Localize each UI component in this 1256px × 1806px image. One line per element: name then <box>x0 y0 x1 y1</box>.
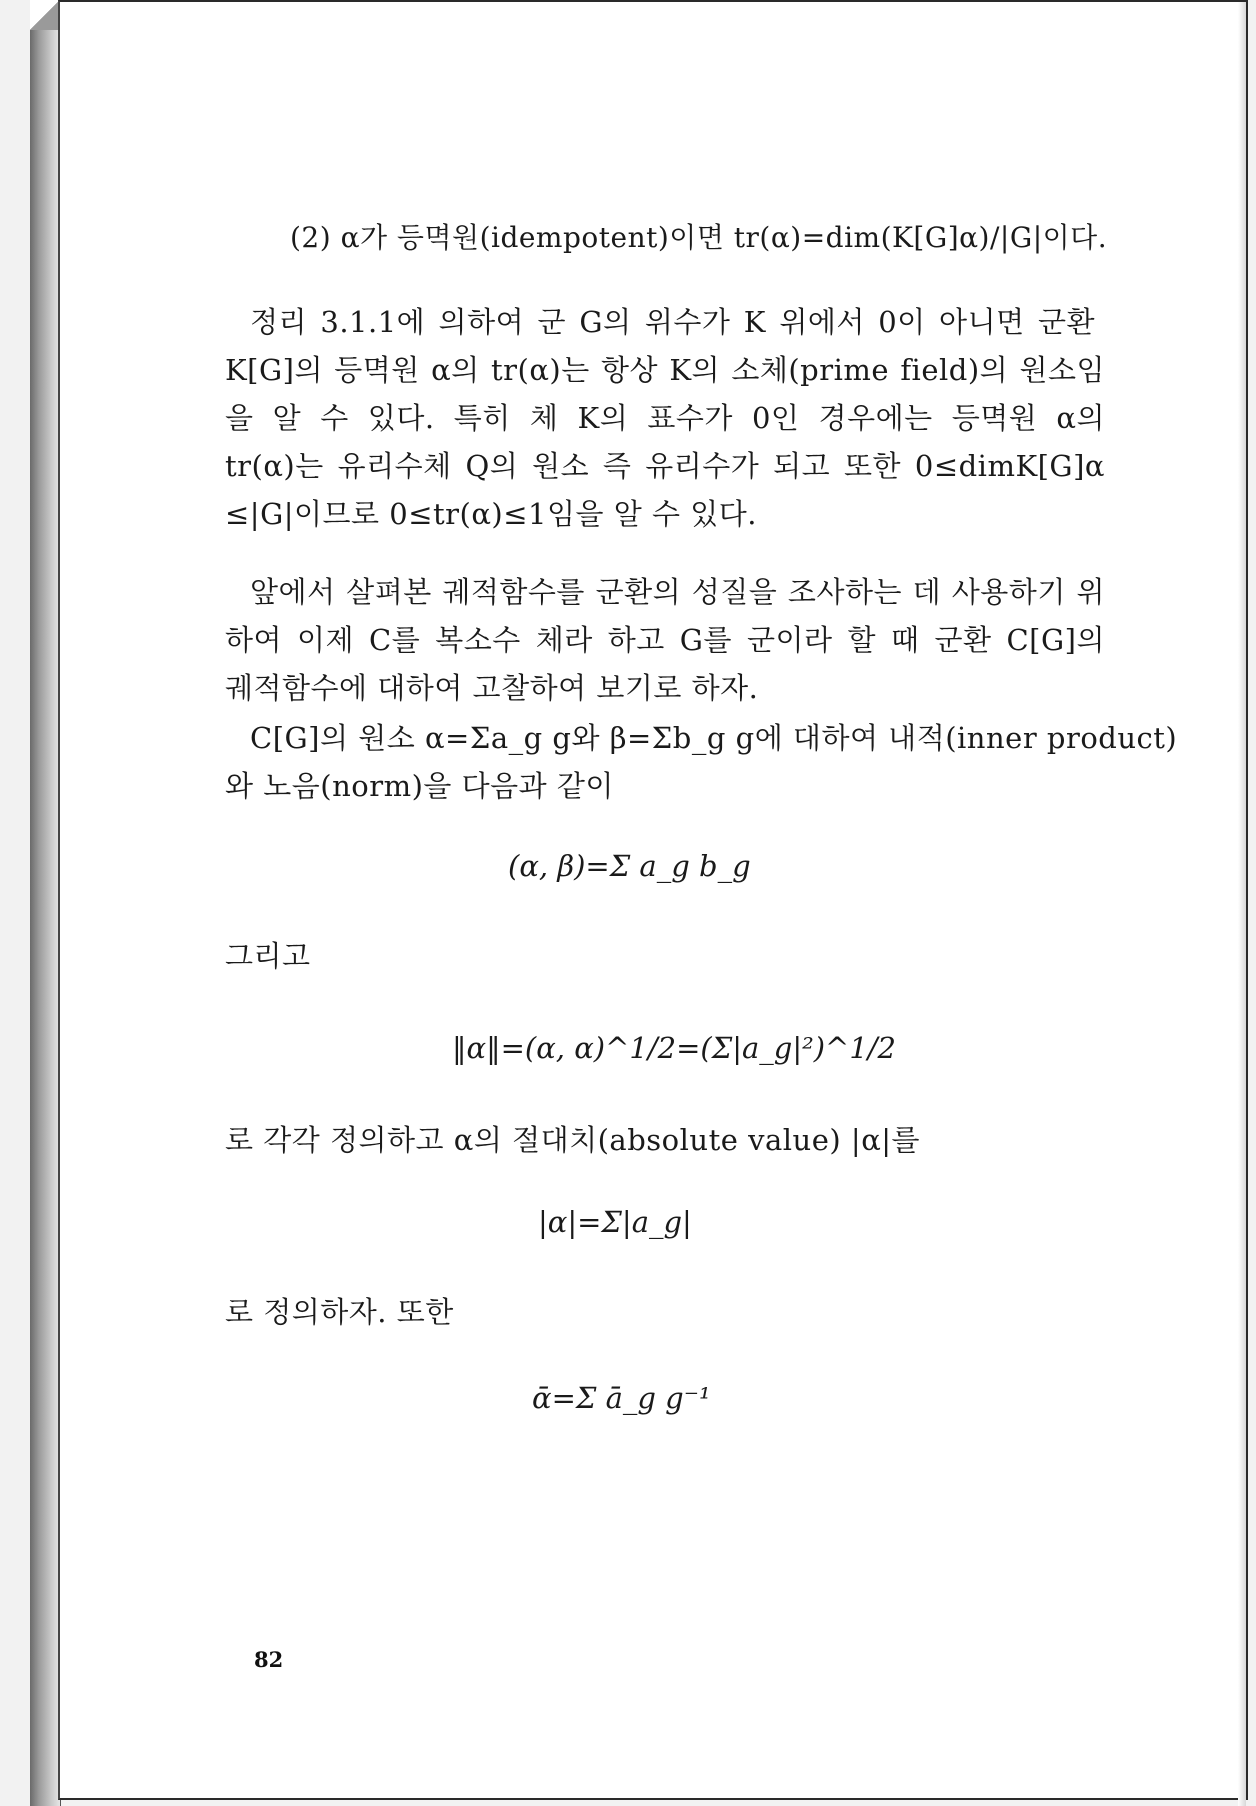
para1-line1: 정리 3.1.1에 의하여 군 G의 위수가 K 위에서 0이 아니면 군환 <box>250 305 1095 339</box>
equation-inner-product: (α, β)=Σ a_g b_g <box>508 849 751 883</box>
para1-line5: ≤|G|이므로 0≤tr(α)≤1임을 알 수 있다. <box>225 497 757 531</box>
page-number: 82 <box>254 1647 284 1672</box>
page-spine <box>30 0 61 1806</box>
para3-line1: C[G]의 원소 α=Σa_g g와 β=Σb_g g에 대하여 내적(inner product) <box>250 721 1178 755</box>
item-2-statement: (2) α가 등멱원(idempotent)이면 tr(α)=dim(K[G]α)/|G|이다. <box>290 221 1108 254</box>
page-edge-shadow <box>1238 2 1246 1806</box>
para2-line2: 하여 이제 C를 복소수 체라 하고 G를 군이라 할 때 군환 C[G]의 <box>225 623 1105 657</box>
text-absolute-value: 로 각각 정의하고 α의 절대치(absolute value) |α|를 <box>225 1123 921 1157</box>
para1-line4: tr(α)는 유리수체 Q의 원소 즉 유리수가 되고 또한 0≤dimK[G]α <box>225 449 1105 483</box>
para2-line1: 앞에서 살펴본 궤적함수를 군환의 성질을 조사하는 데 사용하기 위 <box>250 575 1105 609</box>
text-define: 로 정의하자. 또한 <box>225 1295 454 1329</box>
equation-conjugate: ᾱ=Σ ā_g g⁻¹ <box>532 1381 711 1415</box>
para2-line3: 궤적함수에 대하여 고찰하여 보기로 하자. <box>225 671 759 705</box>
equation-absolute: |α|=Σ|a_g| <box>538 1205 692 1239</box>
text-and: 그리고 <box>225 939 311 973</box>
para1-line3: 을 알 수 있다. 특히 체 K의 표수가 0인 경우에는 등멱원 α의 <box>225 401 1105 435</box>
para3-line2: 와 노음(norm)을 다음과 같이 <box>225 769 614 803</box>
para1-line2: K[G]의 등멱원 α의 tr(α)는 항상 K의 소체(prime field)의 원소임 <box>225 353 1105 387</box>
book-page <box>58 0 1248 1800</box>
equation-norm: ‖α‖=(α, α)^1/2=(Σ|a_g|²)^1/2 <box>452 1031 897 1065</box>
page-corner <box>30 0 60 30</box>
